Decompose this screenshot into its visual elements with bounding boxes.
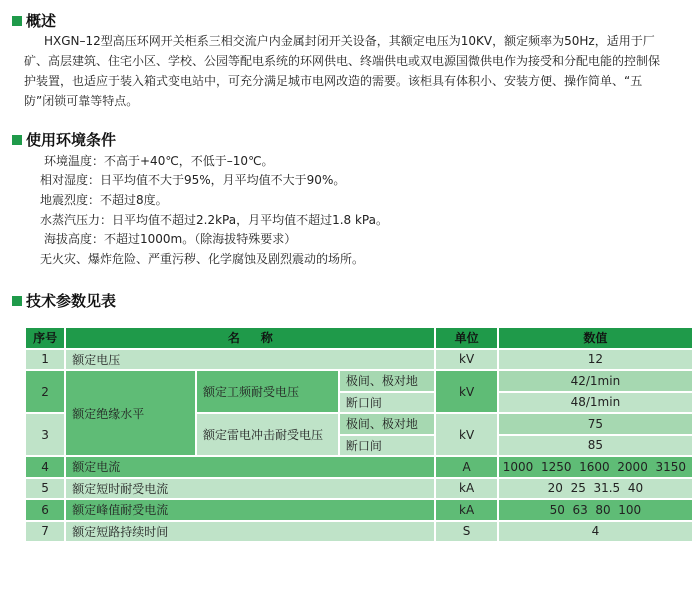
row-no: 4	[26, 457, 64, 477]
environment-heading	[12, 129, 116, 150]
header-value: 数值	[499, 328, 692, 348]
env-item-vapor: 水蒸汽压力：日平均值不超过2.2kPa，月平均值不超过1.8 kPa。	[40, 213, 388, 227]
row-unit: kV	[436, 371, 496, 412]
overview-title: 概述	[26, 12, 57, 30]
row-no: 5	[26, 479, 64, 499]
header-no: 序号	[26, 328, 64, 348]
row-unit: S	[436, 522, 496, 542]
sub-across-break: 断口间	[340, 393, 435, 413]
row-unit: A	[436, 457, 496, 477]
header-unit: 单位	[436, 328, 496, 348]
row-unit: kV	[436, 350, 496, 370]
overview-line-3: 护装置，也适应于装入箱式变电站中，可充分满足城市电网改造的需要。该柜具有体积小、安装方便、操作简单、“五	[24, 74, 643, 88]
row-name: 额定短路持续时间	[66, 522, 434, 542]
row-unit: kV	[436, 414, 496, 455]
sub-phase-to-ground: 极间、极对地	[340, 371, 435, 391]
row-unit: kA	[436, 500, 496, 520]
row-no: 1	[26, 350, 64, 370]
table-row	[26, 479, 692, 499]
row-name: 额定电压	[66, 350, 434, 370]
row-value: 12	[499, 350, 692, 370]
table-title: 技术参数见表	[26, 292, 117, 310]
sub-across-break: 断口间	[340, 436, 435, 456]
row-value: 48/1min	[499, 393, 692, 413]
env-item-altitude: 海拔高度：不超过1000m。（除海拔特殊要求）	[44, 232, 297, 246]
table-row	[26, 371, 692, 391]
lightning-impulse-name: 额定雷电冲击耐受电压	[197, 414, 338, 455]
overview-heading	[12, 10, 56, 31]
table-row	[26, 500, 692, 520]
row-no: 3	[26, 414, 64, 455]
table-row	[26, 350, 692, 370]
overview-line-1: HXGN–12型高压环网开关柜系三相交流户内金属封闭开关设备，其额定电压为10KV，额定频率为50Hz，适用于厂	[44, 34, 655, 48]
header-name: 名 称	[66, 328, 434, 348]
env-item-temperature: 环境温度：不高于+40℃，不低于–10℃。	[44, 154, 274, 168]
row-name: 额定峰值耐受电流	[66, 500, 434, 520]
row-no: 2	[26, 371, 64, 412]
section-square-icon	[12, 296, 22, 306]
env-item-hazards: 无火灾、爆炸危险、严重污秽、化学腐蚀及剧烈震动的场所。	[40, 252, 365, 266]
row-name: 额定短时耐受电流	[66, 479, 434, 499]
table-row	[26, 457, 692, 477]
insulation-level-name: 额定绝缘水平	[66, 371, 195, 455]
row-no: 6	[26, 500, 64, 520]
row-value: 75	[499, 414, 692, 434]
overview-line-2: 矿、高层建筑、住宅小区、学校、公园等配电系统的环网供电、终端供电或双电源国微供电作为接受和分配电能的控制保	[24, 54, 661, 68]
environment-title: 使用环境条件	[26, 131, 117, 149]
env-item-humidity: 相对湿度：日平均值不大于95%，月平均值不大于90%。	[40, 173, 346, 187]
row-value: 85	[499, 436, 692, 456]
power-frequency-name: 额定工频耐受电压	[197, 371, 338, 412]
env-item-seismic: 地震烈度：不超过8度。	[40, 193, 168, 207]
row-value: 20 25 31.5 40	[499, 479, 692, 499]
section-square-icon	[12, 135, 22, 145]
row-name: 额定电流	[66, 457, 434, 477]
row-unit: kA	[436, 479, 496, 499]
table-header-row	[26, 328, 692, 348]
overview-line-4: 防”闭锁可靠等特点。	[24, 94, 139, 108]
sub-phase-to-ground: 极间、极对地	[340, 414, 435, 434]
table-row	[26, 522, 692, 542]
row-no: 7	[26, 522, 64, 542]
row-value: 50 63 80 100	[499, 500, 692, 520]
table-heading	[12, 290, 116, 311]
section-square-icon	[12, 16, 22, 26]
row-value: 1000 1250 1600 2000 3150	[499, 457, 692, 477]
parameters-table	[24, 326, 694, 543]
row-value: 4	[499, 522, 692, 542]
row-value: 42/1min	[499, 371, 692, 391]
